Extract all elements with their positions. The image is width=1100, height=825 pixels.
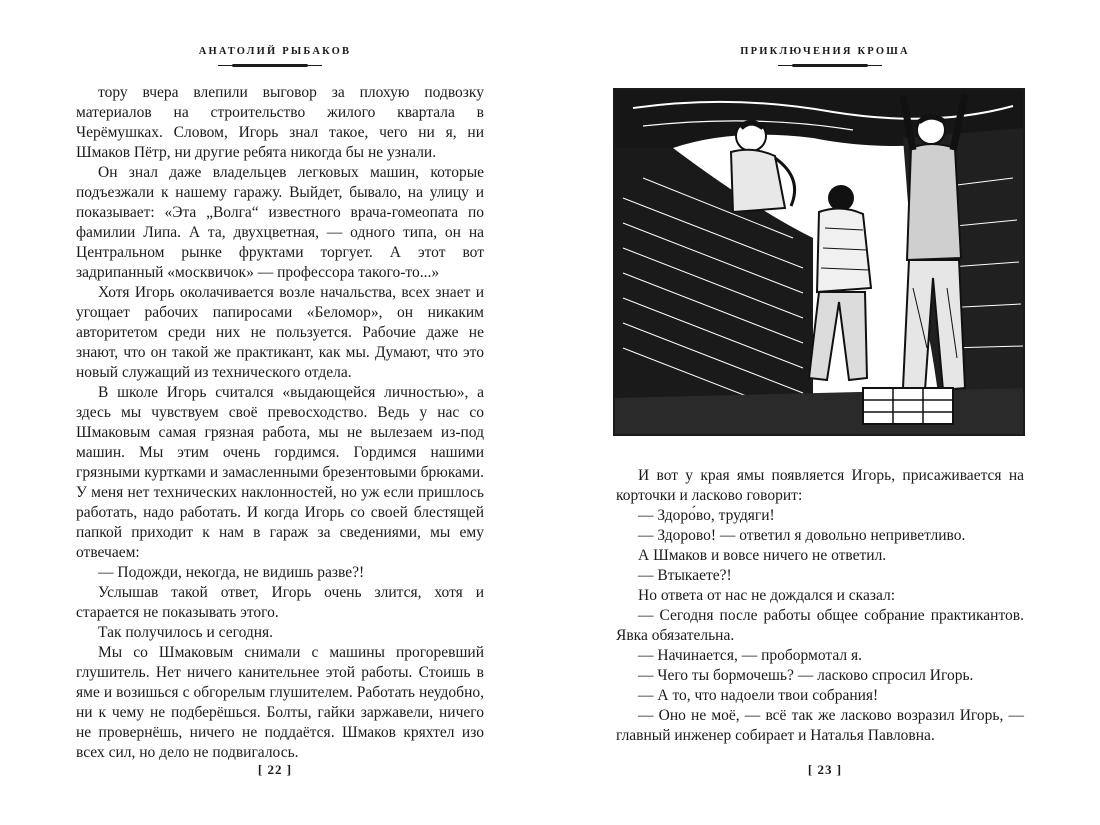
ornament-rule	[792, 64, 868, 67]
paragraph: И вот у края ямы появляется Игорь, присаживается на корточки и ласково говорит:	[616, 467, 1024, 504]
paragraph: — Втыкаете?!	[638, 567, 732, 584]
illustration-drawing	[613, 88, 1025, 436]
paragraph: Хотя Игорь околачивается возле начальства, всех знает и угощает рабочих папиросами «Беломор», он никаким авторитетом среди них не пользуется. Рабочие даже не знают, что он такой же практикант, как мы. Думают, что это новый служащий из технического отдела.	[76, 284, 484, 381]
paragraph: — Сегодня после работы общее собрание практикантов. Явка обязательна.	[616, 607, 1024, 644]
paragraph: — Здорово! — ответил я довольно неприветливо.	[638, 527, 966, 544]
paragraph: — Чего ты бормочешь? — ласково спросил Игорь.	[638, 667, 974, 684]
body-text	[616, 466, 1024, 746]
paragraph: В школе Игорь считался «выдающейся личностью», а здесь мы чувствуем своё превосходство. Ведь у нас со Шмаковым самая грязная работа, мы не вылезаем из-под машин. Мы этим очень гордимся. Гордимся нашими грязными куртками и замасленными брезентовыми брюками. У меня нет технических наклонностей, но уж если пришлось работать, надо работать. И когда Игорь со своей блестящей папкой приходит к нам в гараж за сведениями, мы ему отвечаем:	[76, 384, 484, 561]
paragraph: Он знал даже владельцев легковых машин, которые подъезжали к нашему гаражу. Выйдет, бывало, на улицу и показывает: «Эта „Волга“ известного врача-гомеопата по фамилии Липа. А та, двухцветная, — одного типа, он на Центральном рынке фруктами торгует. А этот вот задрипанный «москвичок» — профессора такого-то...»	[76, 164, 484, 281]
ornament-rule	[232, 64, 308, 67]
paragraph: тору вчера влепили выговор за плохую подвозку материалов на строительство жилого квартала в Черёмушках. Словом, Игорь знал такое, чего ни я, ни Шмаков Пётр, ни другие ребята никогда бы не узнали.	[76, 84, 484, 161]
paragraph: Так получилось и сегодня.	[98, 624, 274, 641]
paragraph: — Начинается, — пробормотал я.	[638, 647, 862, 664]
body-text	[76, 83, 484, 763]
paragraph: — А то, что надоели твои собрания!	[638, 687, 879, 704]
paragraph: Но ответа от нас не дождался и сказал:	[638, 587, 896, 604]
paragraph: А Шмаков и вовсе ничего не ответил.	[638, 547, 887, 564]
running-head-title: ПРИКЛЮЧЕНИЯ КРОША	[740, 46, 910, 57]
page-number: [ 22 ]	[257, 762, 293, 777]
paragraph: — Оно не моё, — всё так же ласково возразил Игорь, — главный инженер собирает и Наталья Павловна.	[616, 707, 1024, 744]
right-page	[550, 0, 1100, 825]
garage-illustration	[613, 88, 1025, 436]
paragraph: — Подожди, некогда, не видишь разве?!	[98, 564, 365, 581]
page-number: [ 23 ]	[807, 762, 843, 777]
paragraph: Услышав такой ответ, Игорь очень злится, хотя и старается не показывать этого.	[76, 584, 484, 621]
paragraph: — Здоро́во, трудяги!	[638, 507, 775, 524]
running-head-author: АНАТОЛИЙ РЫБАКОВ	[198, 46, 352, 57]
paragraph: Мы со Шмаковым снимали с машины прогоревший глушитель. Нет ничего канительнее этой работы. Стоишь в яме и возишься с обгорелым глушителем. Работать неудобно, ни к чему не подберёшься. Болты, гайки заржавели, ничего не провернёшь, ничего не поддаётся. Шмаков кряхтел изо всех сил, но дело не подвигалось.	[76, 644, 484, 761]
